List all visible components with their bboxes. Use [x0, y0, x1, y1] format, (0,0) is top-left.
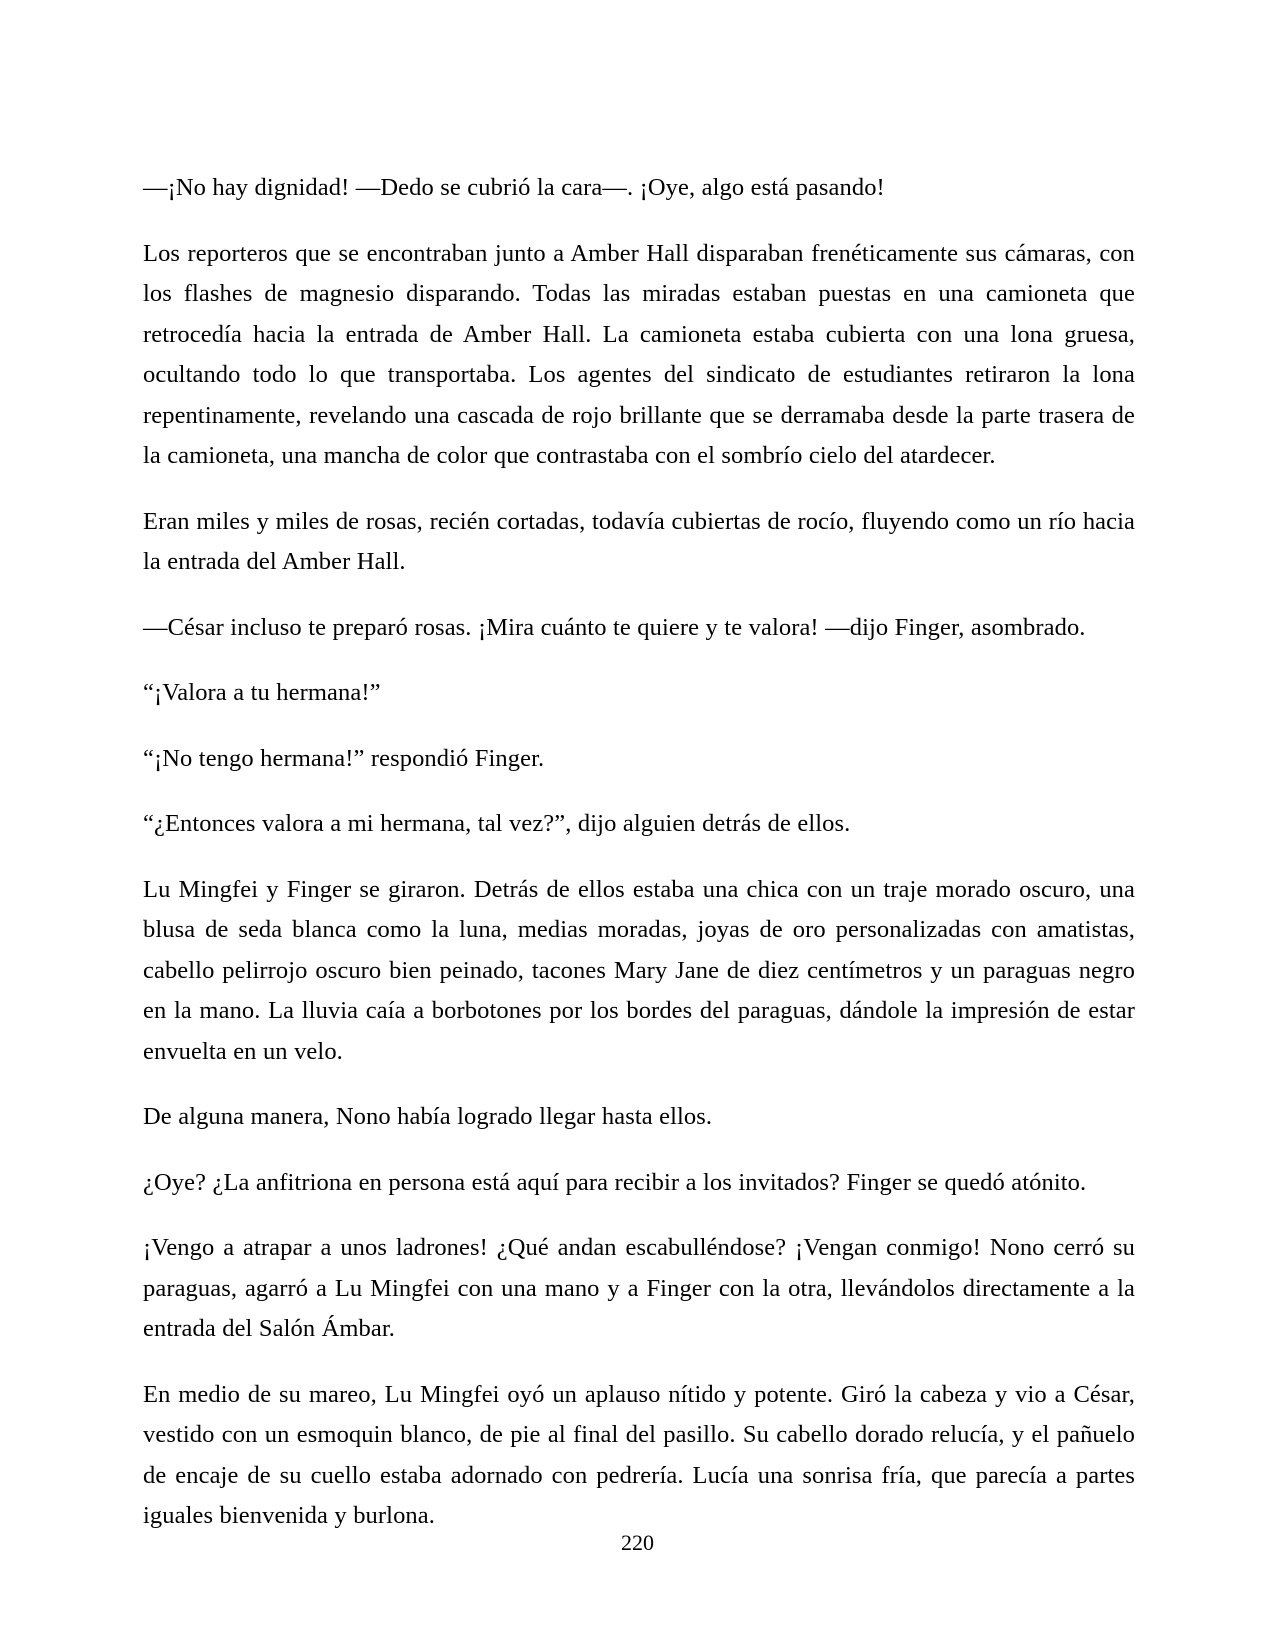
paragraph-1: —¡No hay dignidad! —Dedo se cubrió la cara—. ¡Oye, algo está pasando!	[143, 174, 885, 201]
paragraph-2: Los reporteros que se encontraban junto a Amber Hall disparaban frenéticamente sus cámaras, con los flashes de magnesio disparando. Todas las miradas estaban puestas en una camioneta que retrocedía hacia la entrada de Amber Hall. La camioneta estaba cubierta con una lona gruesa, ocultando todo lo que transportaba. Los agentes del sindicato de estudiantes retiraron la lona repentinamente, revelando una cascada de rojo brillante que se derramaba desde la parte trasera de la camioneta, una mancha de color que contrastaba con el sombrío cielo del atardecer.	[143, 239, 1135, 469]
paragraph-9: De alguna manera, Nono había logrado llegar hasta ellos.	[143, 1103, 713, 1130]
paragraph-10: ¿Oye? ¿La anfitriona en persona está aquí para recibir a los invitados? Finger se quedó atónito.	[143, 1168, 1087, 1196]
paragraph-3: Eran miles y miles de rosas, recién cortadas, todavía cubiertas de rocío, fluyendo como un río hacia la entrada del Amber Hall.	[143, 507, 1135, 575]
paragraph-12: En medio de su mareo, Lu Mingfei oyó un aplauso nítido y potente. Giró la cabeza y vio a César, vestido con un esmoquin blanco, de pie al final del pasillo. Su cabello dorado relucía, y el pañuelo de encaje de su cuello estaba adornado con pedrería. Lucía una sonrisa fría, que parecía a partes iguales bienvenida y burlona.	[143, 1380, 1135, 1529]
body-text-column	[143, 168, 1135, 1537]
paragraph-11: ¡Vengo a atrapar a unos ladrones! ¿Qué andan escabulléndose? ¡Vengan conmigo! Nono cerró su paraguas, agarró a Lu Mingfei con una mano y a Finger con la otra, llevándolos directamente a la entrada del Salón Ámbar.	[143, 1234, 1135, 1342]
paragraph-6: “¡No tengo hermana!” respondió Finger.	[143, 744, 545, 772]
paragraph-8: Lu Mingfei y Finger se giraron. Detrás de ellos estaba una chica con un traje morado oscuro, una blusa de seda blanca como la luna, medias moradas, joyas de oro personalizadas con amatistas, cabello pelirrojo oscuro bien peinado, tacones Mary Jane de diez centímetros y un paraguas negro en la mano. La lluvia caía a borbotones por los bordes del paraguas, dándole la impresión de estar envuelta en un velo.	[143, 875, 1135, 1065]
paragraph-4: —César incluso te preparó rosas. ¡Mira cuánto te quiere y te valora! —dijo Finger, asombrado.	[143, 613, 1086, 641]
page-number: 220	[621, 1530, 654, 1555]
paragraph-7: “¿Entonces valora a mi hermana, tal vez?”, dijo alguien detrás de ellos.	[143, 810, 851, 837]
paragraph-5: “¡Valora a tu hermana!”	[143, 679, 381, 706]
